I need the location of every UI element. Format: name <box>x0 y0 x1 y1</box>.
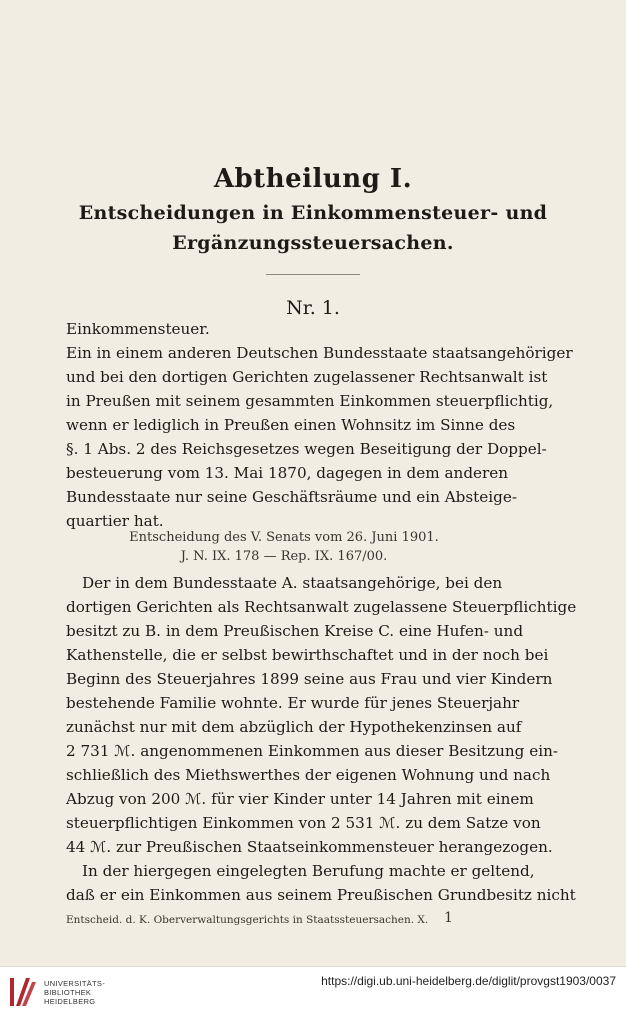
body-line: Abzug von 200 ℳ. für vier Kinder unter 14 Jahren mit einem <box>66 790 534 808</box>
summary-line: in Preußen mit seinem gesammten Einkommen steuerpflichtig, <box>66 392 554 410</box>
library-name-line2: BIBLIOTHEK <box>44 988 92 997</box>
body-line: daß er ein Einkommen aus seinem Preußischen Grundbesitz nicht <box>66 886 576 904</box>
body-line: 2 731 ℳ. angenommenen Einkommen aus dieser Besitzung ein- <box>66 742 558 760</box>
body-line: Der in dem Bundesstaate A. staatsangehörige, bei den <box>82 574 503 592</box>
summary-line: besteuerung vom 13. Mai 1870, dagegen in dem anderen <box>66 464 509 482</box>
library-name-line3: HEIDELBERG <box>44 997 96 1006</box>
body-line: besitzt zu B. in dem Preußischen Kreise C. eine Hufen- und <box>66 622 524 640</box>
summary-line: wenn er lediglich in Preußen einen Wohnsitz im Sinne des <box>66 416 516 434</box>
permalink-url[interactable]: https://digi.ub.uni-heidelberg.de/diglit/provgst1903/0037 <box>321 974 616 988</box>
decision-source-line1: Entscheidung des V. Senats vom 26. Juni 1901. <box>129 530 439 545</box>
body-line: In der hiergegen eingelegten Berufung machte er geltend, <box>82 862 535 880</box>
summary-line: Ein in einem anderen Deutschen Bundesstaate staatsangehöriger <box>66 344 573 362</box>
body-line: schließlich des Miethswerthes der eigenen Wohnung und nach <box>66 766 551 784</box>
page-number: 1 <box>444 910 453 926</box>
decision-source-line2: J. N. IX. 178 — Rep. IX. 167/00. <box>180 549 388 564</box>
section-subtitle-line2: Ergänzungssteuersachen. <box>172 232 454 254</box>
section-title: Abtheilung I. <box>213 164 413 194</box>
separator-rule <box>266 274 360 275</box>
entry-number: Nr. 1. <box>286 297 340 319</box>
body-line: Kathenstelle, die er selbst bewirthschaftet und in der noch bei <box>66 646 549 664</box>
running-title: Entscheid. d. K. Oberverwaltungsgerichts in Staatssteuersachen. X. <box>66 914 429 926</box>
section-subtitle-line1: Entscheidungen in Einkommensteuer- und <box>78 202 548 224</box>
summary-line: und bei den dortigen Gerichten zugelassener Rechtsanwalt ist <box>66 368 548 386</box>
library-name-line1: UNIVERSITÄTS- <box>44 979 105 988</box>
summary-line: §. 1 Abs. 2 des Reichsgesetzes wegen Beseitigung der Doppel- <box>66 440 547 458</box>
body-line: steuerpflichtigen Einkommen von 2 531 ℳ. zu dem Satze von <box>66 814 541 832</box>
body-line: bestehende Familie wohnte. Er wurde für jenes Steuerjahr <box>66 694 520 712</box>
summary-topic: Einkommensteuer. <box>66 320 210 338</box>
body-line: Beginn des Steuerjahres 1899 seine aus Frau und vier Kindern <box>66 670 553 688</box>
body-line: 44 ℳ. zur Preußischen Staatseinkommensteuer herangezogen. <box>66 838 553 856</box>
university-library-logo-icon[interactable] <box>8 974 40 1008</box>
page-footer <box>66 910 502 932</box>
summary-line: Bundesstaate nur seine Geschäftsräume und ein Absteige- <box>66 488 517 506</box>
body-line: dortigen Gerichten als Rechtsanwalt zugelassene Steuerpflichtige <box>66 598 577 616</box>
summary-line: quartier hat. <box>66 512 164 530</box>
body-line: zunächst nur mit dem abzüglich der Hypothekenzinsen auf <box>66 718 522 736</box>
